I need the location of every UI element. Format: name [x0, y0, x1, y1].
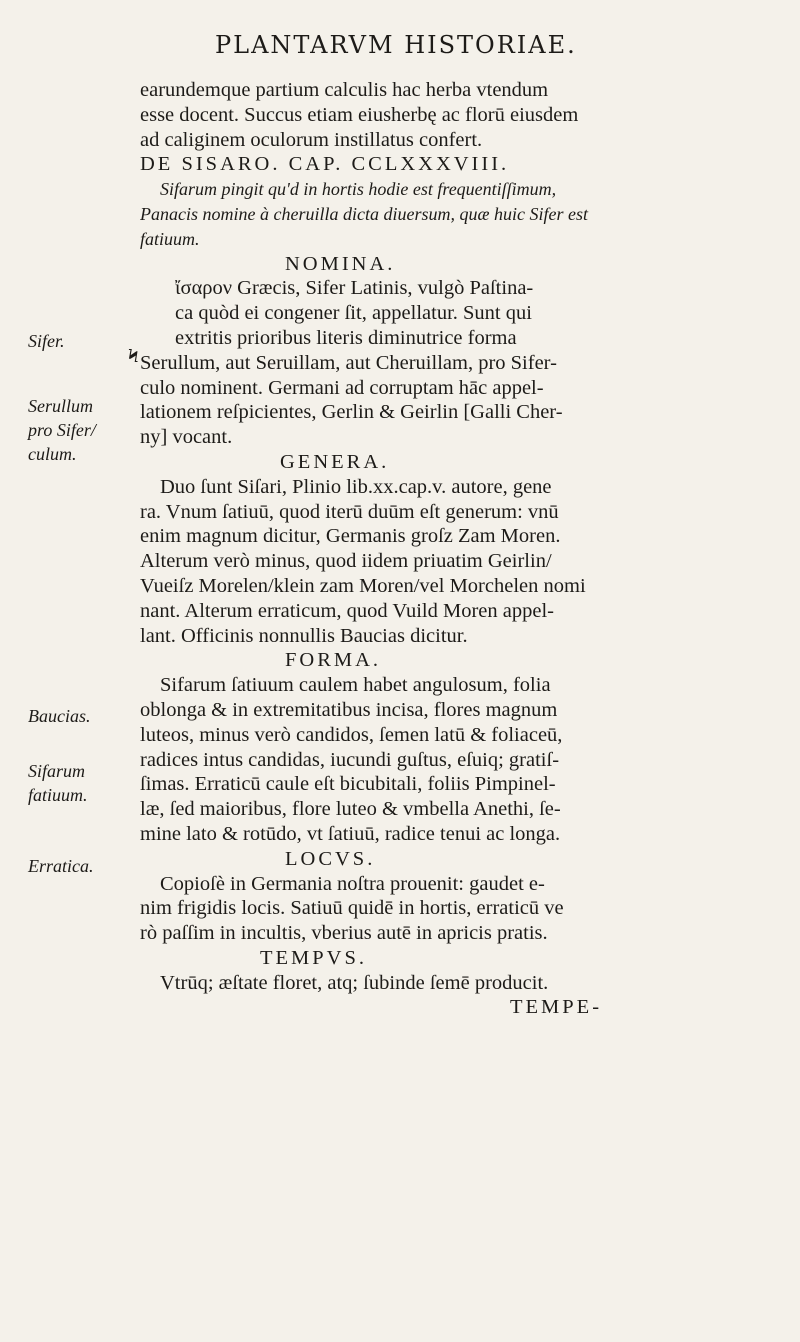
text-line: esse docent. Succus etiam eiusherbę ac florū eiusdem: [140, 103, 579, 126]
margin-note-sifarum: Sifarum: [28, 761, 86, 781]
text-line: ny] vocant.: [140, 426, 233, 449]
text-line: mine lato & rotūdo, vt ſatiuū, radice tenui ac longa.: [140, 822, 561, 845]
section-heading-nomina: NOMINA.: [285, 252, 396, 275]
text-line: lationem reſpicientes, Gerlin & Geirlin [Galli Cher-: [140, 401, 563, 424]
marginal-sigil-icon: Ϟ: [128, 346, 139, 367]
text-line: rò paſſim in incultis, vberius autē in apricis pratis.: [140, 922, 548, 945]
margin-note-culum: culum.: [28, 444, 77, 464]
text-column: [140, 78, 790, 1020]
text-line: culo nominent. Germani ad corruptam hāc appel-: [140, 376, 544, 399]
text-line: Sifarum pingit qu'd in hortis hodie est frequentiſſimum,: [160, 179, 557, 200]
margin-note-erratica: Erratica.: [28, 856, 94, 876]
text-line: ra. Vnum ſatiuū, quod iterū duūm eſt generum: vnū: [140, 500, 559, 523]
text-line: Copioſè in Germania noſtra prouenit: gaudet e-: [160, 872, 545, 895]
text-line: Serullum, aut Seruillam, aut Cheruillam, pro Sifer-: [140, 351, 557, 374]
catchword: TEMPE-: [510, 996, 603, 1019]
text-line: nim frigidis locis. Satiuū quidē in hortis, erraticū ve: [140, 897, 564, 920]
text-line: Alterum verò minus, quod iidem priuatim Geirlin/: [140, 550, 552, 573]
text-line: Sifarum ſatiuum caulem habet angulosum, folia: [160, 674, 551, 697]
section-heading-genera: GENERA.: [280, 450, 390, 473]
text-line: Duo ſunt Siſari, Plinio lib.xx.cap.v. autore, gene: [160, 475, 552, 498]
text-line: luteos, minus verò candidos, ſemen latū & foliaceū,: [140, 723, 563, 746]
text-line: Vueiſz Morelen/klein zam Moren/vel Morchelen nomi: [140, 574, 586, 597]
section-heading-locus: LOCVS.: [285, 847, 376, 870]
margin-note-serullum: Serullum: [28, 396, 93, 416]
margin-note-baucias: Baucias.: [28, 706, 91, 726]
section-heading-tempus: TEMPVS.: [260, 946, 368, 969]
text-line: ἴσαρον Græcis, Sifer Latinis, vulgò Paſtina-: [175, 277, 534, 300]
text-line: lant. Officinis nonnullis Baucias dicitur.: [140, 624, 468, 647]
chapter-heading: DE SISARO. CAP. CCLXXXVIII.: [140, 153, 510, 176]
text-line: ad caliginem oculorum instillatus confert.: [140, 128, 483, 151]
margin-note-sifer: Sifer.: [28, 331, 65, 351]
text-line: radices intus candidas, iucundi guſtus, eſuiq; gratiſ-: [140, 748, 560, 771]
section-heading-forma: FORMA.: [285, 649, 382, 672]
text-line: ſimas. Erraticū caule eſt bicubitali, foliis Pimpinel-: [140, 773, 556, 796]
margin-note-pro-sifer: pro Sifer/: [28, 420, 96, 440]
running-title: PLANTARVM HISTORIAE.: [215, 31, 577, 59]
text-line: extritis prioribus literis diminutrice forma: [175, 326, 517, 349]
text-line: nant. Alterum erraticum, quod Vuild Moren appel-: [140, 599, 554, 622]
text-line: Panacis nomine à cheruilla dicta diuersum, quæ huic Sifer est: [140, 203, 588, 224]
text-line: enim magnum dicitur, Germanis groſz Zam Moren.: [140, 525, 561, 548]
text-line: earundemque partium calculis hac herba vtendum: [140, 79, 549, 101]
text-line: ca quòd ei congener ſit, appellatur. Sunt qui: [175, 302, 532, 325]
margin-note-satiuum: fatiuum.: [28, 785, 88, 805]
text-line: Vtrūq; æſtate floret, atq; ſubinde ſemē producit.: [160, 971, 549, 994]
margin-notes: [0, 0, 140, 1342]
text-line: læ, ſed maioribus, flore luteo & vmbella Anethi, ſe-: [140, 798, 561, 821]
text-line: oblonga & in extremitatibus incisa, flores magnum: [140, 698, 558, 721]
text-line: fatiuum.: [140, 228, 200, 249]
